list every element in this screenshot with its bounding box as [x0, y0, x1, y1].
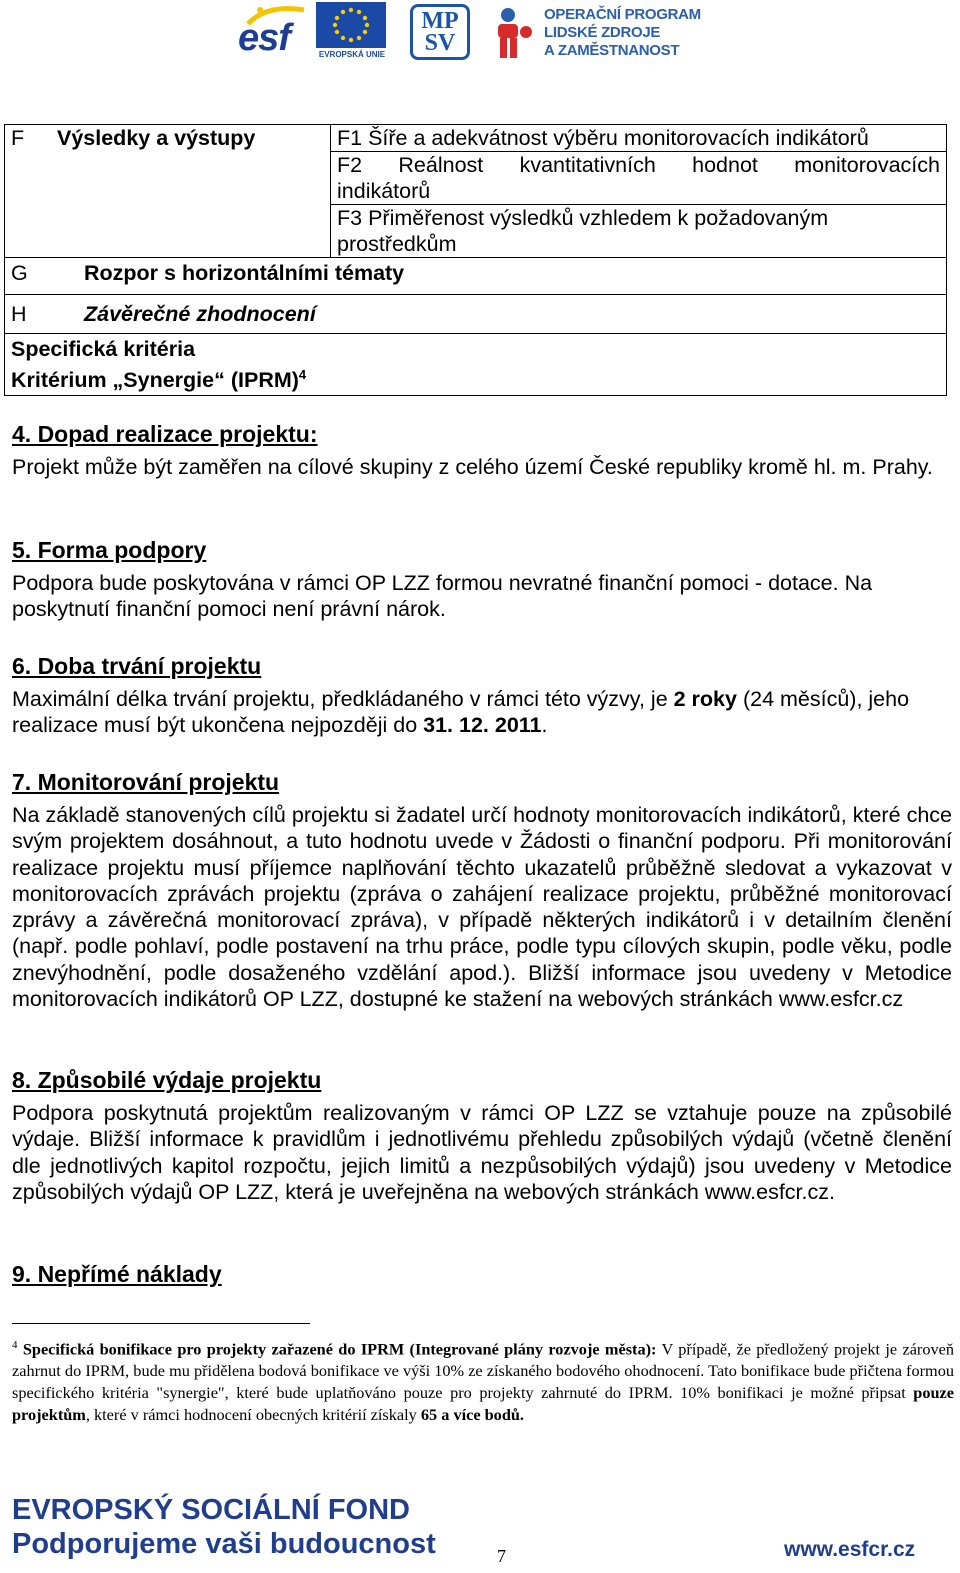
criteria-f-cell: [5, 125, 331, 258]
criteria-row-f: [5, 125, 947, 152]
footnote: [12, 1334, 954, 1426]
footnote-bold: pouze projektům: [12, 1383, 954, 1425]
mpsv-logo-line2: SV: [424, 30, 456, 56]
criteria-specific-cell: [5, 334, 947, 396]
section-8-title: 8. Způsobilé výdaje projektu: [12, 1067, 322, 1093]
section-6: [12, 652, 952, 739]
op-lzz-logo: [496, 2, 708, 62]
op-logo-line2: LIDSKÉ ZDROJE: [544, 24, 661, 41]
criteria-synergy: [11, 362, 946, 393]
op-logo-line3: A ZAMĚSTNANOST: [544, 42, 680, 59]
eu-flag-icon: [316, 2, 386, 48]
criteria-g-code: G: [11, 261, 28, 285]
criteria-h-label: Závěrečné zhodnocení: [84, 302, 316, 326]
section-6-text-part: .: [541, 713, 548, 738]
mpsv-logo-line1: MP: [421, 8, 459, 34]
criteria-f2-word: hodnot: [692, 153, 758, 177]
criteria-f-code: F: [11, 126, 25, 150]
footnote-bold: Specifická bonifikace pro projekty zařazené do IPRM (Integrované plány rozvoje města):: [22, 1339, 657, 1359]
footnote-bold: 65 a více bodů.: [420, 1405, 525, 1425]
footnote-text: , které v rámci hodnocení obecných kritérií získaly: [85, 1405, 421, 1425]
section-6-text-part: Maximální délka trvání projektu, předkládaného v rámci této výzvy, je: [12, 687, 674, 711]
criteria-g-cell: [5, 258, 947, 295]
footnote-text: V případě, že předložený projekt je zároveň zahrnut do IPRM, bude mu přidělena bodová bonifikace ve výši 10% ze získaného bodového ohodnocení. Tato bonifikace bude přičtena formou specifického kritéria "synergie", které bude uplatňováno pouze pro projekty zahrnuté do IPRM. 10% bonifikaci je možné připsat: [12, 1339, 955, 1403]
footer-title: EVROPSKÝ SOCIÁLNÍ FOND: [12, 1494, 410, 1526]
section-5-title: 5. Forma podpory: [12, 537, 207, 563]
criteria-f2-word: Reálnost: [398, 153, 484, 177]
op-lzz-logo-text: [544, 6, 701, 60]
footnote-number: 4: [12, 1339, 18, 1351]
esf-logo-text: esf: [238, 17, 290, 59]
op-logo-line1: OPERAČNÍ PROGRAM: [544, 6, 701, 23]
footer-slogan: Podporujeme vaši budoucnost: [12, 1528, 436, 1560]
mpsv-logo: [410, 4, 470, 60]
op-lzz-figure-icon: [496, 6, 536, 60]
criteria-f2-word: F2: [337, 153, 363, 177]
criteria-f1: [331, 125, 947, 152]
criteria-row-h: [5, 295, 947, 334]
section-9-title: 9. Nepřímé náklady: [12, 1261, 222, 1287]
section-4-text: Projekt může být zaměřen na cílové skupiny z celého území České republiky kromě hl. m. Prahy.: [12, 455, 933, 479]
criteria-specific-title: Specifická kritéria: [11, 337, 196, 361]
criteria-f2-word: kvantitativních: [519, 153, 656, 177]
section-6-title: 6. Doba trvání projektu: [12, 653, 262, 679]
footer-url-link[interactable]: www.esfcr.cz: [784, 1538, 916, 1561]
criteria-f-label: Výsledky a výstupy: [57, 126, 256, 150]
criteria-row-g: [5, 258, 947, 295]
eu-logo-text: EVROPSKÁ UNIE: [318, 50, 386, 59]
section-4: [12, 420, 952, 480]
criteria-f2-line: [337, 152, 946, 178]
esf-logo: [238, 2, 310, 60]
criteria-synergy-label: Kritérium „Synergie“ (IPRM): [11, 368, 299, 393]
criteria-f2-word: monitorovacích: [794, 153, 940, 177]
section-7-title: 7. Monitorování projektu: [12, 769, 280, 795]
criteria-f3: [331, 205, 947, 258]
criteria-f1-text: F1 Šíře a adekvátnost výběru monitorovacích indikátorů: [337, 126, 869, 150]
section-5: [12, 536, 952, 623]
section-6-text: [12, 686, 952, 739]
criteria-f2: [331, 152, 947, 205]
section-5-text: Podpora bude poskytována v rámci OP LZZ formou nevratné finanční pomoci - dotace. Na poskytnutí finanční pomoci není právní nárok.: [12, 571, 873, 622]
page-number: 7: [497, 1546, 506, 1566]
criteria-row-specific: [5, 334, 947, 396]
section-8-text: Podpora poskytnutá projektům realizovaným v rámci OP LZZ se vztahuje pouze na způsobilé výdaje. Bližší informace k pravidlům i jednotlivému přehledu způsobilých výdajů (včetně členění dle jednotlivých kapitol rozpočtu, jejich limitů a nezpůsobilých výdajů) jsou uvedeny v Metodice způsobilých výdajů OP LZZ, která je uveřejněna na webových stránkách www.esfcr.cz.: [12, 1101, 952, 1204]
section-9: [12, 1260, 952, 1294]
criteria-f2-tail: indikátorů: [337, 179, 431, 203]
eu-logo: [316, 2, 388, 62]
footnote-divider: [12, 1323, 310, 1324]
section-6-deadline: 31. 12. 2011: [423, 713, 542, 738]
criteria-table: [4, 124, 947, 396]
section-6-text-part: (24 měsíců), jeho realizace musí být ukončena nejpozději do: [12, 687, 910, 738]
section-7-text: Na základě stanovených cílů projektu si žadatel určí hodnoty monitorovacích indikátorů, které chce svým projektem dosáhnout, a tuto hodnotu uvede v Žádosti o finanční podporu. Při monitorování realizace projektu musí příjemce naplňování těchto ukazatelů průběžně sledovat a vykazovat v monitorovacích zprávách projektu (zpráva o zahájení realizace projektu, průběžné monitorovací zprávy a závěrečná monitorovací zpráva), v případě některých indikátorů i v detailním členění (např. podle pohlaví, podle postavení na trhu práce, podle typu cílových skupin, podle věku, podle znevýhodnění, podle dosaženého vzdělání apod.). Bližší informace jsou uvedeny v Metodice monitorovacích indikátorů OP LZZ, dostupné ke stažení na webových stránkách www.esfcr.cz: [12, 803, 952, 1012]
section-8: [12, 1066, 952, 1205]
criteria-h-code: H: [11, 302, 27, 326]
header-logos: [238, 2, 708, 62]
criteria-g-label: Rozpor s horizontálními tématy: [84, 261, 405, 285]
section-6-duration: 2 roky: [673, 687, 737, 711]
criteria-f3-text: F3 Přiměřenost výsledků vzhledem k požadovaným prostředkům: [337, 206, 829, 256]
criteria-h-cell: [5, 295, 947, 334]
footnote-ref[interactable]: 4: [298, 367, 307, 382]
section-4-title: 4. Dopad realizace projektu:: [12, 421, 318, 447]
section-7: [12, 768, 952, 1012]
